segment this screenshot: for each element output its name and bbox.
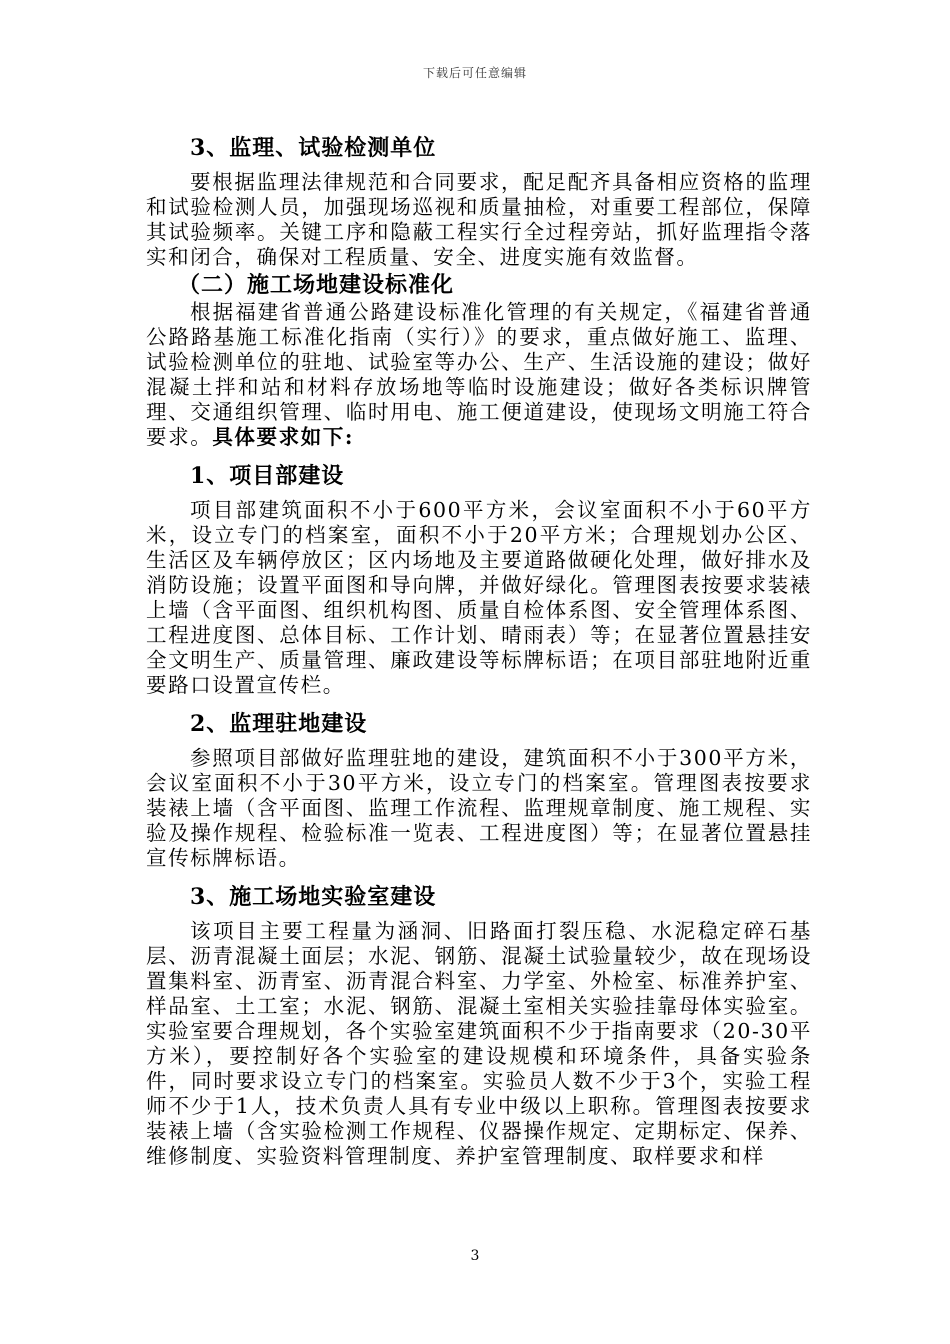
paragraph-project-dept: 项目部建筑面积不小于600平方米，会议室面积不小于60平方米，设立专门的档案室，面积不小于20平方米；合理规划办公区、生活区及车辆停放区；区内场地及主要道路做硬化处理，做好排水及消防设施；设置平面图和导向牌，并做好绿化。管理图表按要求装裱上墙（含平面图、组织机构图、质量自检体系图、安全管理体系图、工程进度图、总体目标、工作计划、晴雨表）等；在显著位置悬挂安全文明生产、质量管理、廉政建设等标牌标语；在项目部驻地附近重要路口设置宣传栏。 xyxy=(146,498,812,697)
paragraph-site-standardization xyxy=(146,300,812,450)
paragraph-lab: 该项目主要工程量为涵洞、旧路面打裂压稳、水泥稳定碎石基层、沥青混凝土面层；水泥、钢筋、混凝土试验量较少，故在现场设置集料室、沥青室、沥青混合料室、力学室、外检室、标准养护室、样品室、土工室；水泥、钢筋、混凝土室相关实验挂靠母体实验室。实验室要合理规划，各个实验室建筑面积不少于指南要求（20-30平方米），要控制好各个实验室的建设规模和环境条件，具备实验条件，同时要求设立专门的档案室。实验员人数不少于3个，实验工程师不少于1人，技术负责人具有专业中级以上职称。管理图表按要求装裱上墙（含实验检测工作规程、仪器操作规定、定期标定、保养、维修制度、实验资料管理制度、养护室管理制度、取样要求和样 xyxy=(146,919,812,1168)
paragraph-site-standardization-bold: 具体要求如下: xyxy=(212,425,355,449)
paragraph-site-standardization-text: 根据福建省普通公路建设标准化管理的有关规定，《福建省普通公路路基施工标准化指南（实行）》的要求，重点做好施工、监理、试验检测单位的驻地、试验室等办公、生产、生活设施的建设；做好混凝土拌和站和材料存放场地等临时设施建设；做好各类标识牌管理、交通组织管理、临时用电、施工便道建设，使现场文明施工符合要求。 xyxy=(146,300,812,449)
section-heading-site-standardization: （二）施工场地建设标准化 xyxy=(178,272,455,298)
paragraph-supervision-station: 参照项目部做好监理驻地的建设，建筑面积不小于300平方米，会议室面积不小于30平方米，设立专门的档案室。管理图表按要求装裱上墙（含平面图、监理工作流程、监理规章制度、施工规程、实验及操作规程、检验标准一览表、工程进度图）等；在显著位置悬挂宣传标牌标语。 xyxy=(146,746,812,870)
section-heading-lab: 3、施工场地实验室建设 xyxy=(190,884,437,910)
section-heading-supervision: 3、监理、试验检测单位 xyxy=(190,135,437,161)
document-body xyxy=(146,132,812,1169)
header-note: 下载后可任意编辑 xyxy=(422,66,527,80)
page-number: 3 xyxy=(470,1248,480,1264)
section-heading-supervision-station: 2、监理驻地建设 xyxy=(190,711,368,737)
section-heading-project-dept: 1、项目部建设 xyxy=(190,463,345,489)
paragraph-supervision: 要根据监理法律规范和合同要求，配足配齐具备相应资格的监理和试验检测人员，加强现场巡视和质量抽检，对重要工程部位，保障其试验频率。关键工序和隐蔽工程实行全过程旁站，抓好监理指令落实和闭合，确保对工程质量、安全、进度实施有效监督。 xyxy=(146,170,812,269)
